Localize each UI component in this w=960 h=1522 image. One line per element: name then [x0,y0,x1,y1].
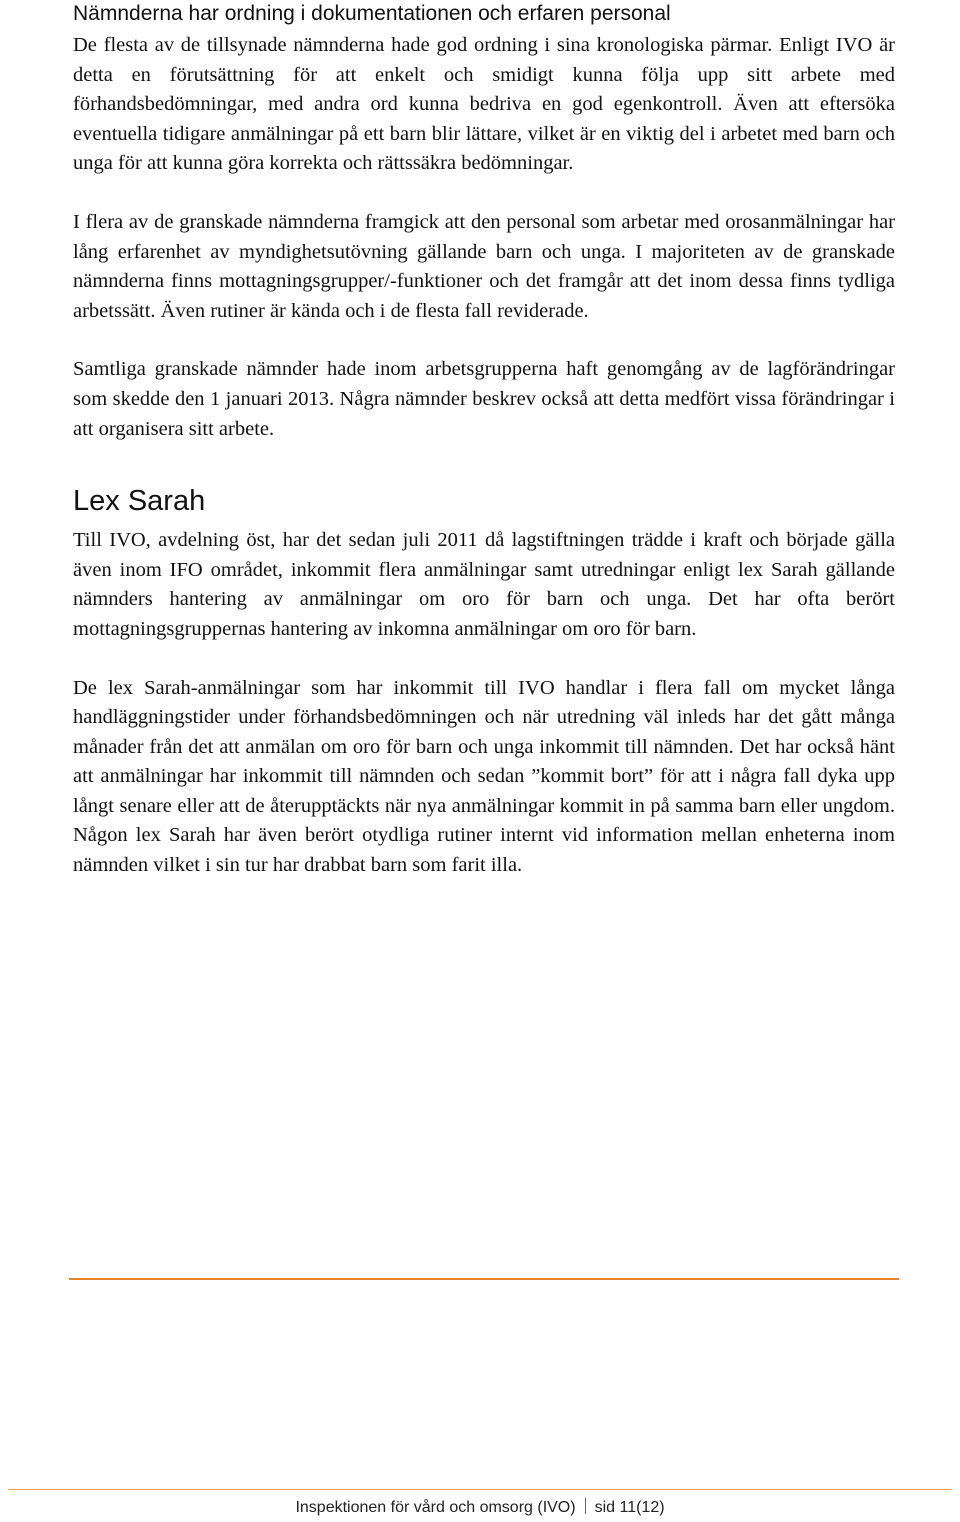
paragraph-lex-sarah-intro: Till IVO, avdelning öst, har det sedan juli 2011 då lagstiftningen trädde i kraft och började gälla även inom IFO området, inkommit flera anmälningar samt utredningar enligt lex Sarah gällande nämnders hantering av anmälningar om oro för barn och unga. Det har ofta berört mottagningsgruppernas hantering av inkomna anmälningar om oro för barn. [73,529,895,640]
paragraph-lex-sarah-reports: De lex Sarah-anmälningar som har inkommit till IVO handlar i flera fall om mycket långa handläggningstider under förhandsbedömningen och när utredning väl inleds har det gått många månader från det att anmälan om oro för barn och unga inkommit till nämnden. Det har också hänt att anmälningar har inkommit till nämnden och sedan ”kommit bort” för att i några fall dyka upp långt senare eller att de återupptäckts när nya anmälningar kommit in på samma barn eller ungdom. Någon lex Sarah har även berört otydliga rutiner internt vid information mellan enheterna inom nämnden vilket i sin tur har drabbat barn som farit illa. [73,676,895,877]
page-footer [0,1498,960,1518]
section-divider [69,1278,899,1280]
paragraph-personnel-experience: I flera av de granskade nämnderna framgick att den personal som arbetar med orosanmälningar har lång erfarenhet av myndighetsutövning gällande barn och unga. I majoriteten av de granskade nämnderna finns mottagningsgrupper/-funktioner och det framgår att det inom dessa finns tydliga arbetssätt. Även rutiner är kända och i de flesta fall reviderade. [73,210,895,322]
page-content [73,0,895,881]
section-heading-lex-sarah: Lex Sarah [73,485,206,518]
section-heading-documentation: Nämnderna har ordning i dokumentationen och erfaren personal [73,2,671,25]
paragraph-documentation: De flesta av de tillsynade nämnderna hade god ordning i sina kronologiska pärmar. Enligt IVO är detta en förutsättning för att enkelt och smidigt kunna följa upp sitt arbete med förhandsbedömningar, med andra ord kunna bedriva en god egenkontroll. Även att eftersöka eventuella tidigare anmälningar på ett barn blir lättare, vilket är en viktig del i arbetet med barn och unga för att kunna göra korrekta och rättssäkra bedömningar. [73,34,895,175]
footer-page-number: sid 11(12) [594,1499,665,1516]
paragraph-law-changes: Samtliga granskade nämnder hade inom arbetsgrupperna haft genomgång av de lagförändringar som skedde den 1 januari 2013. Några nämnder beskrev också att detta medfört vissa förändringar i att organisera sitt arbete. [73,358,895,440]
footer-organization: Inspektionen för vård och omsorg (IVO) [295,1499,576,1516]
footer-divider [8,1489,952,1490]
footer-separator [585,1498,586,1514]
